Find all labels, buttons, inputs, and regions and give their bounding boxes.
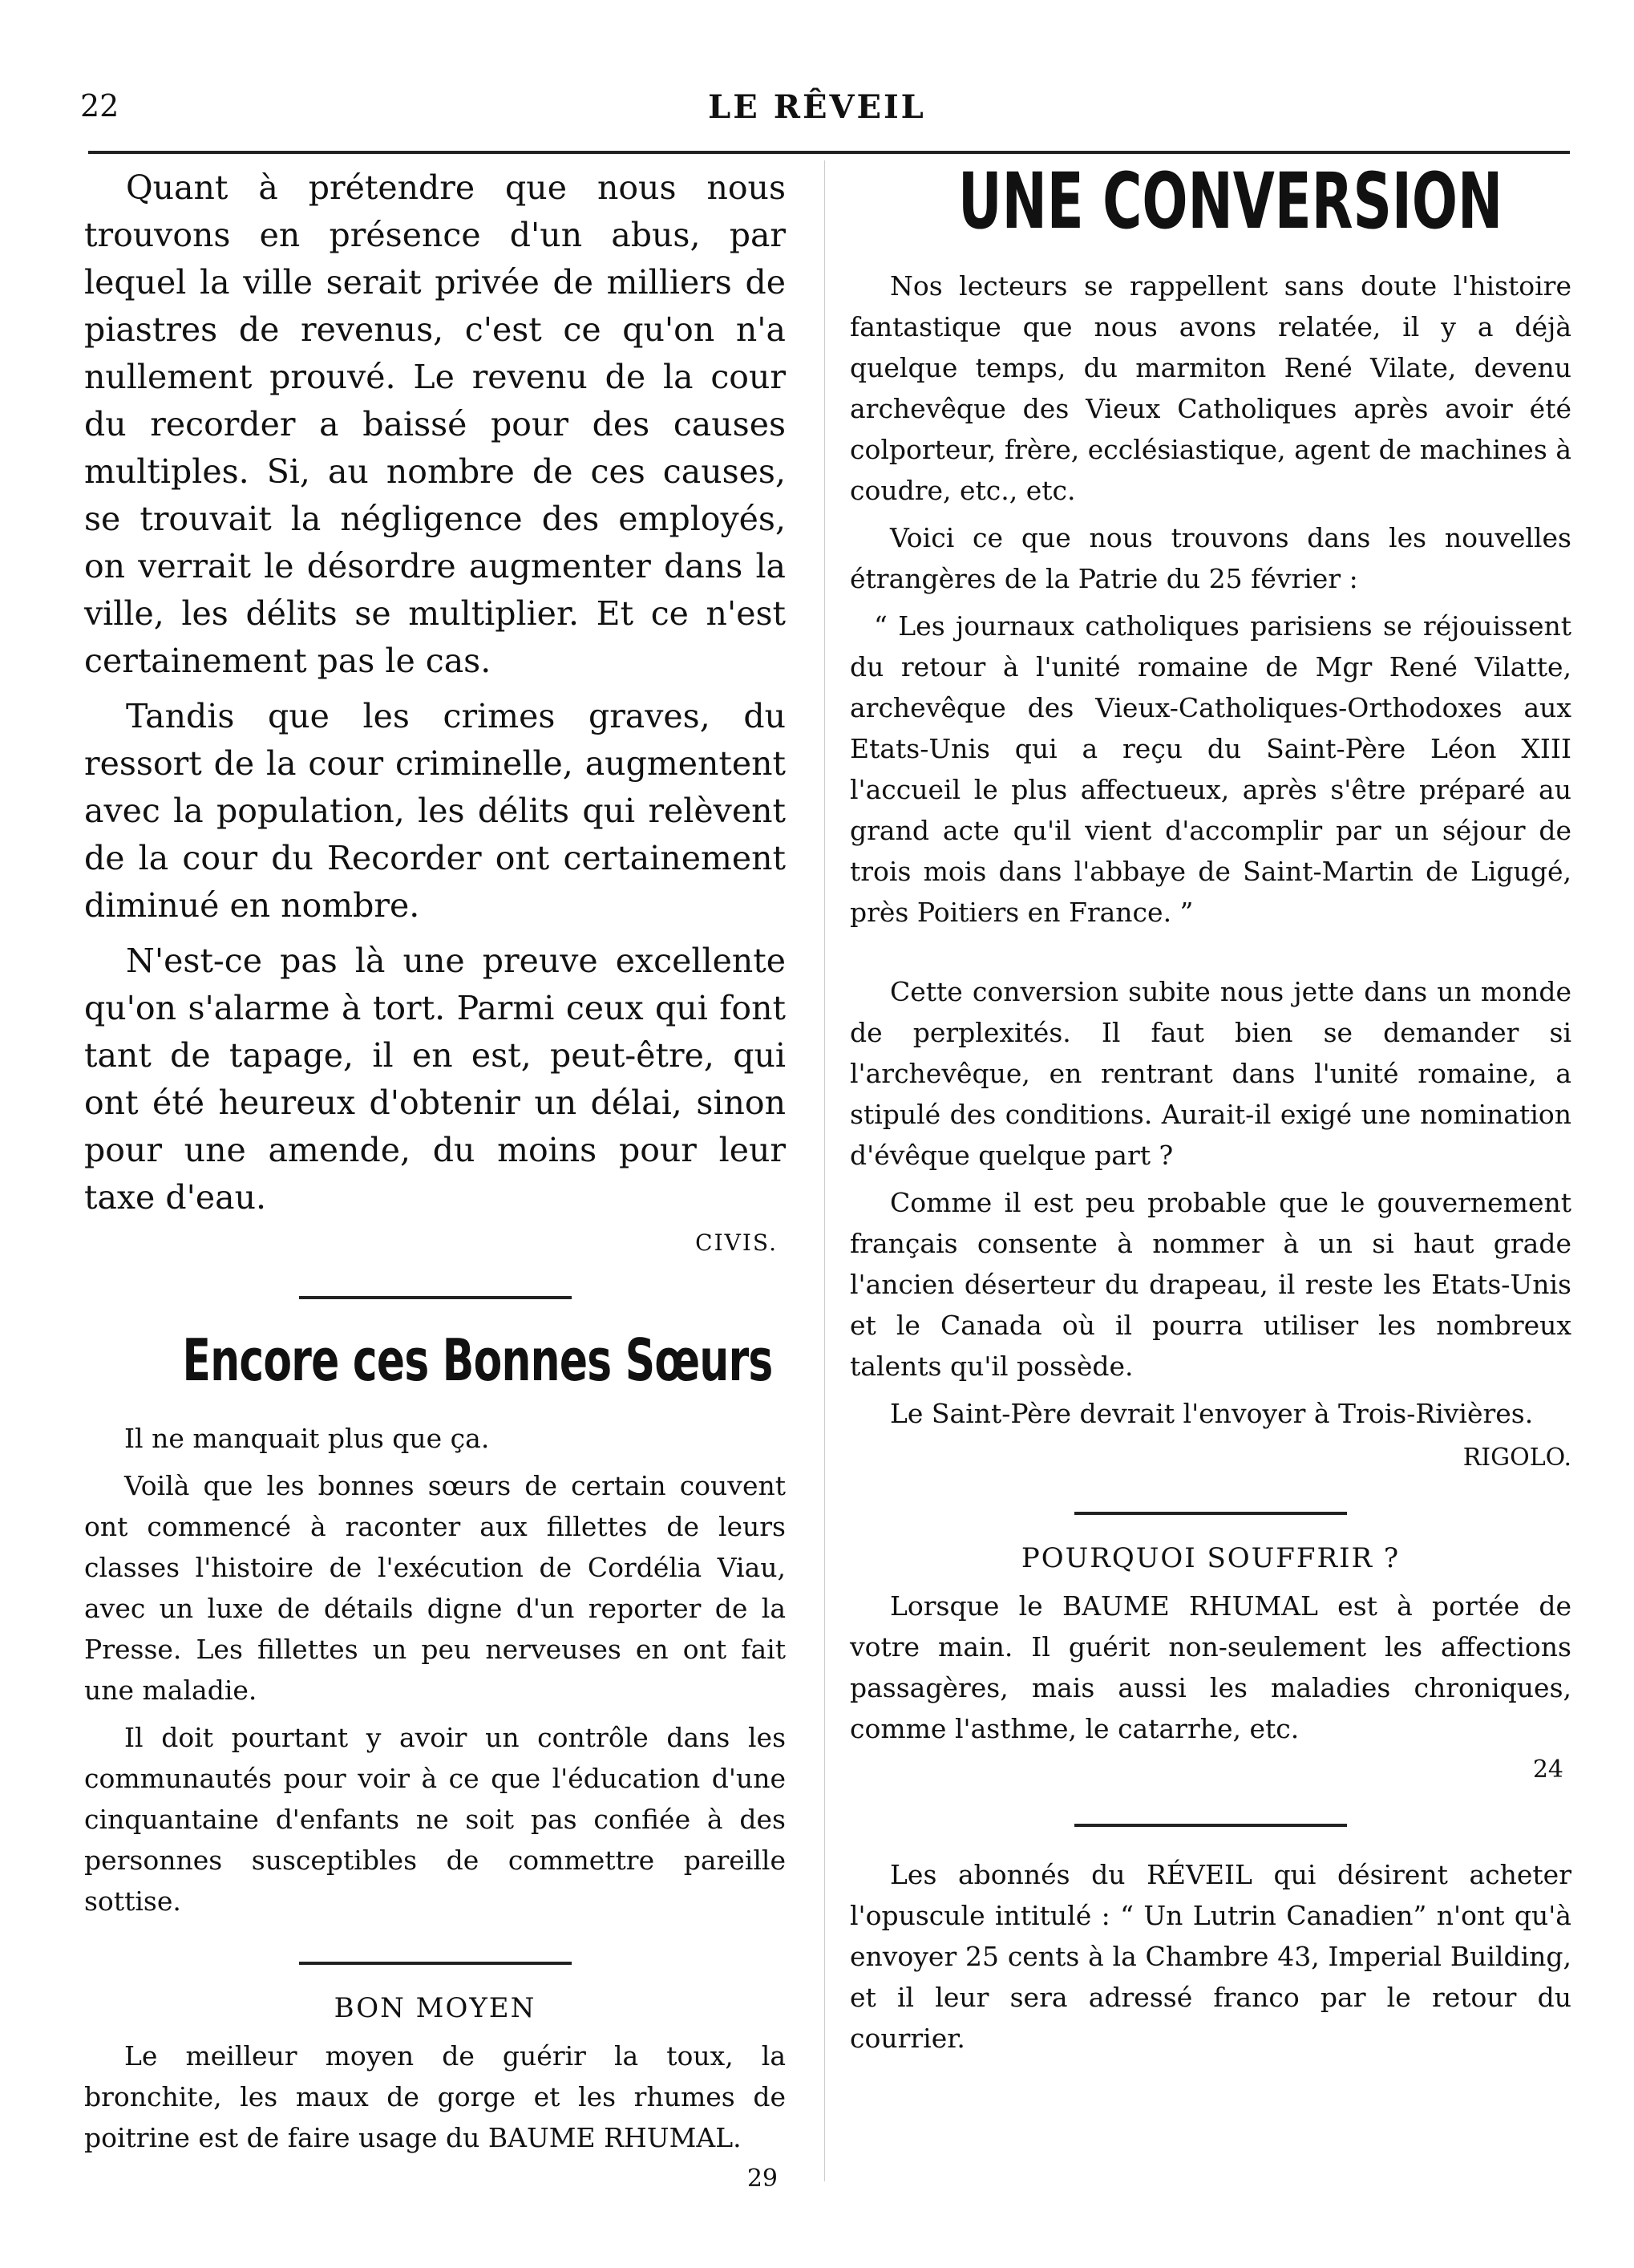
paragraph: Nos lecteurs se rappellent sans doute l'histoire fantastique que nous avons relatée, il y a déjà quelque temps, du marmiton René Vilate, devenu archevêque des Vieux Catholiques après avoir été colporteur, frère, ecclésiastique, agent de machines à coudre, etc., etc. xyxy=(850,270,1571,506)
header-rule xyxy=(88,151,1570,154)
intro-article xyxy=(84,164,786,1256)
divider xyxy=(299,1962,572,1965)
paragraph: Comme il est peu probable que le gouvernement français consente à nommer à un si haut grade l'ancien déserteur du drapeau, il reste les Etats-Unis et le Canada où il pourra utiliser les nombreux talents qu'il possède. xyxy=(850,1187,1571,1382)
page-number: 22 xyxy=(80,88,119,124)
right-column xyxy=(850,156,1571,2065)
article-conversion xyxy=(850,156,1571,1472)
signature: CIVIS. xyxy=(695,1229,778,1256)
divider xyxy=(1074,1824,1347,1827)
article-title: UNE CONVERSION xyxy=(958,156,1503,246)
left-column xyxy=(84,164,786,2193)
paragraph: Il doit pourtant y avoir un contrôle dans les communautés pour voir à ce que l'éducation d'une cinquantaine d'enfants ne soit pas confiée à des personnes susceptibles de commettre pareille sottise. xyxy=(84,1722,786,1917)
ad-number: 24 xyxy=(1532,1756,1563,1784)
ad-title: BON MOYEN xyxy=(334,1992,536,2024)
page-header xyxy=(80,88,1554,136)
paragraph: Voilà que les bonnes sœurs de certain couvent ont commencé à raconter aux fillettes de leurs classes l'histoire de l'exécution de Cordélia Viau, avec un luxe de détails digne d'un reporter de la Presse. Les fillettes un peu nerveuses en ont fait une maladie. xyxy=(84,1470,786,1706)
signature: RIGOLO. xyxy=(1462,1444,1571,1472)
paragraph: Il ne manquait plus que ça. xyxy=(124,1423,490,1454)
paragraph: N'est-ce pas là une preuve excellente qu'on s'alarme à tort. Parmi ceux qui font tant de tapage, il en est, peut-être, qui ont été heureux d'obtenir un délai, sinon pour une amende, du moins pour leur taxe d'eau. xyxy=(84,942,786,1217)
divider xyxy=(299,1296,572,1299)
ad-bon-moyen xyxy=(84,1992,786,2193)
paragraph: Voici ce que nous trouvons dans les nouvelles étrangères de la Patrie du 25 février : xyxy=(850,522,1571,594)
notice-text: Les abonnés du RÉVEIL qui désirent acheter l'opuscule intitulé : “ Un Lutrin Canadien” n'ont qu'à envoyer 25 cents à la Chambre 43, Imperial Building, et il leur sera adressé franco par le retour du courrier. xyxy=(850,1859,1571,2054)
spacer xyxy=(850,939,1571,971)
ad-text: Lorsque le BAUME RHUMAL est à portée de votre main. Il guérit non-seulement les affections passagères, mais aussi les maladies chroniques, comme l'asthme, le catarrhe, etc. xyxy=(850,1590,1571,1744)
quote xyxy=(850,605,1571,933)
paragraph: Quant à prétendre que nous nous trouvons en présence d'un abus, par lequel la ville serait privée de milliers de piastres de revenus, c'est ce qu'on n'a nullement prouvé. Le revenu de la cour du recorder a baissé pour des causes multiples. Si, au nombre de ces causes, se trouvait la négligence des employés, on verrait le désordre augmenter dans la ville, les délits se multiplier. Et ce n'est certainement pas le cas. xyxy=(84,168,786,680)
subscriber-notice xyxy=(850,1854,1571,2059)
paragraph: Le Saint-Père devrait l'envoyer à Trois-Rivières. xyxy=(890,1398,1534,1429)
masthead: LE RÊVEIL xyxy=(708,88,926,126)
quote-text: “ Les journaux catholiques parisiens se réjouissent du retour à l'unité romaine de Mgr René Vilatte, archevêque des Vieux-Catholiques-Orthodoxes aux Etats-Unis qui a reçu du Saint-Père Léon XIII l'accueil le plus affectueux, après s'être préparé au grand acte qu'il vient d'accomplir par un séjour de trois mois dans l'abbaye de Saint-Martin de Ligugé, près Poitiers en France. ” xyxy=(850,610,1571,928)
divider xyxy=(1074,1512,1347,1515)
ad-title: POURQUOI SOUFFRIR ? xyxy=(1021,1542,1401,1574)
column-separator xyxy=(824,160,825,2181)
article-title: Encore ces Bonnes Sœurs xyxy=(182,1326,773,1394)
ad-text: Le meilleur moyen de guérir la toux, la bronchite, les maux de gorge et les rhumes de poitrine est de faire usage du BAUME RHUMAL. xyxy=(84,2040,786,2153)
ad-pourquoi-souffrir xyxy=(850,1542,1571,1784)
paragraph: Tandis que les crimes graves, du ressort de la cour criminelle, augmentent avec la population, les délits qui relèvent de la cour du Recorder ont certainement diminué en nombre. xyxy=(84,697,786,925)
paragraph: Cette conversion subite nous jette dans un monde de perplexités. Il faut bien se demander si l'archevêque, en rentrant dans l'unité romaine, a stipulé des conditions. Aurait-il exigé une nomination d'évêque quelque part ? xyxy=(850,976,1571,1171)
article-bonnes-soeurs xyxy=(84,1326,786,1922)
ad-number: 29 xyxy=(746,2165,778,2193)
